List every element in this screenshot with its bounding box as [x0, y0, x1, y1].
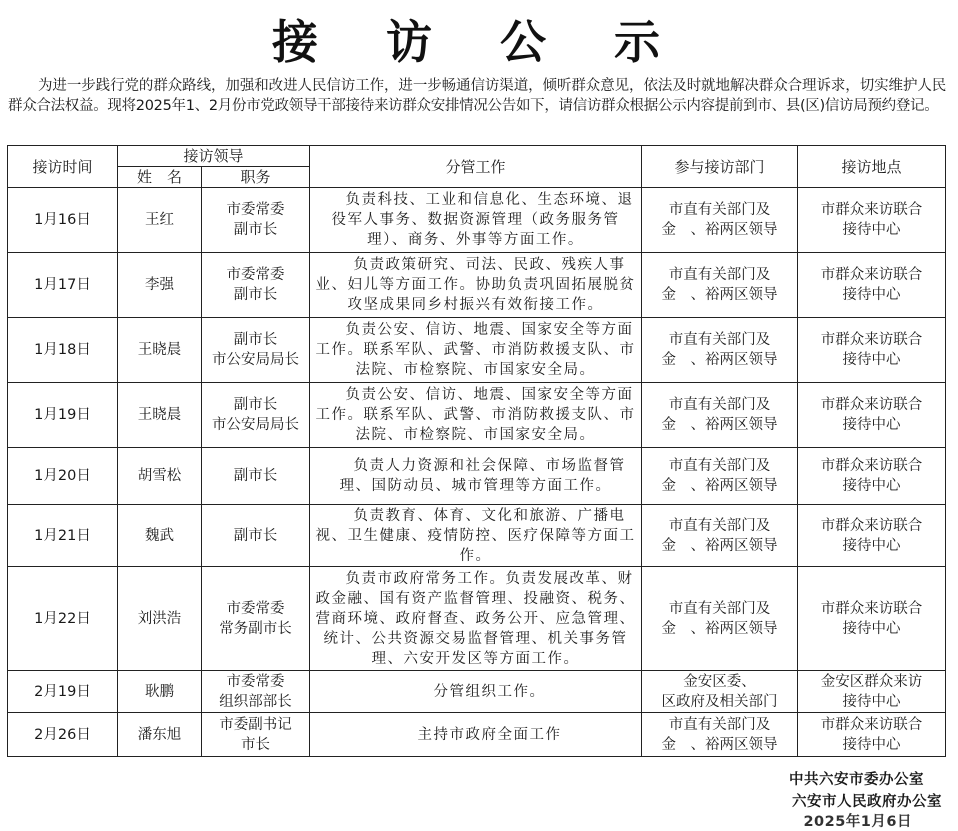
date-cell: 1月18日 — [8, 318, 118, 383]
signature-date: 2025年1月6日 — [803, 814, 912, 830]
depts-cell: 市直有关部门及 金 、裕两区领导 — [642, 567, 798, 671]
post-cell: 副市长 市公安局局长 — [202, 383, 310, 448]
name-cell: 潘东旭 — [118, 713, 202, 757]
post-cell: 市委常委 副市长 — [202, 188, 310, 253]
signature-party-office: 中共六安市委办公室 — [789, 772, 924, 788]
place-cell: 市群众来访联合 接待中心 — [798, 448, 946, 505]
schedule-rows — [8, 188, 946, 757]
name-cell: 耿鹏 — [118, 671, 202, 713]
place-cell: 市群众来访联合 接待中心 — [798, 318, 946, 383]
name-cell: 胡雪松 — [118, 448, 202, 505]
duties-cell: 负责公安、信访、地震、国家安全等方面工作。联系军队、武警、市消防救援支队、市法院、市检察院、市国家安全局。 — [310, 383, 642, 448]
place-cell: 市群众来访联合 接待中心 — [798, 253, 946, 318]
table-row — [8, 253, 946, 318]
date-cell: 1月19日 — [8, 383, 118, 448]
post-cell: 副市长 — [202, 448, 310, 505]
depts-cell: 市直有关部门及 金 、裕两区领导 — [642, 448, 798, 505]
name-cell: 王晓晨 — [118, 318, 202, 383]
name-cell: 李强 — [118, 253, 202, 318]
name-cell: 魏武 — [118, 505, 202, 567]
header-time: 接访时间 — [8, 146, 118, 188]
depts-cell: 市直有关部门及 金 、裕两区领导 — [642, 713, 798, 757]
header-leader: 接访领导 — [118, 146, 310, 167]
post-cell: 市委常委 组织部部长 — [202, 671, 310, 713]
table-row — [8, 671, 946, 713]
duties-cell: 负责市政府常务工作。负责发展改革、财政金融、国有资产监督管理、投融资、税务、营商环境、政府督查、政务公开、应急管理、统计、公共资源交易监督管理、机关事务管理、六安开发区等方面工作。 — [310, 567, 642, 671]
post-cell: 副市长 市公安局局长 — [202, 318, 310, 383]
depts-cell: 金安区委、 区政府及相关部门 — [642, 671, 798, 713]
signature-government-office: 六安市人民政府办公室 — [792, 794, 942, 810]
depts-cell: 市直有关部门及 金 、裕两区领导 — [642, 188, 798, 253]
date-cell: 1月16日 — [8, 188, 118, 253]
depts-cell: 市直有关部门及 金 、裕两区领导 — [642, 383, 798, 448]
duties-cell: 负责政策研究、司法、民政、残疾人事业、妇儿等方面工作。协助负责巩固拓展脱贫攻坚成果同乡村振兴有效衔接工作。 — [310, 253, 642, 318]
name-cell: 王晓晨 — [118, 383, 202, 448]
post-cell: 市委常委 副市长 — [202, 253, 310, 318]
header-depts: 参与接访部门 — [642, 146, 798, 188]
depts-cell: 市直有关部门及 金 、裕两区领导 — [642, 505, 798, 567]
table-row — [8, 505, 946, 567]
date-cell: 2月19日 — [8, 671, 118, 713]
depts-cell: 市直有关部门及 金 、裕两区领导 — [642, 253, 798, 318]
date-cell: 1月21日 — [8, 505, 118, 567]
place-cell: 金安区群众来访 接待中心 — [798, 671, 946, 713]
header-place: 接访地点 — [798, 146, 946, 188]
duties-cell: 负责公安、信访、地震、国家安全等方面工作。联系军队、武警、市消防救援支队、市法院、市检察院、市国家安全局。 — [310, 318, 642, 383]
table-row — [8, 383, 946, 448]
intro-paragraph: 为进一步践行党的群众路线，加强和改进人民信访工作，进一步畅通信访渠道，倾听群众意见，依法及时就地解决群众合理诉求，切实维护人民群众合法权益。现将2025年1、2月份市党政领导干部接待来访群众安排情况公告如下，请信访群众根据公示内容提前到市、县(区)信访局预约登记。 — [8, 78, 946, 114]
table-row — [8, 448, 946, 505]
header-name: 姓 名 — [118, 167, 202, 188]
table-row — [8, 567, 946, 671]
duties-cell: 分管组织工作。 — [310, 671, 642, 713]
header-post: 职务 — [202, 167, 310, 188]
place-cell: 市群众来访联合 接待中心 — [798, 567, 946, 671]
post-cell: 副市长 — [202, 505, 310, 567]
schedule-table — [7, 145, 946, 757]
depts-cell: 市直有关部门及 金 、裕两区领导 — [642, 318, 798, 383]
duties-cell: 主持市政府全面工作 — [310, 713, 642, 757]
duties-cell: 负责科技、工业和信息化、生态环境、退役军人事务、数据资源管理（政务服务管理）、商务、外事等方面工作。 — [310, 188, 642, 253]
page-title: 接 访 公 示 — [271, 15, 687, 69]
name-cell: 刘洪浩 — [118, 567, 202, 671]
date-cell: 2月26日 — [8, 713, 118, 757]
header-duties: 分管工作 — [310, 146, 642, 188]
duties-cell: 负责人力资源和社会保障、市场监督管理、国防动员、城市管理等方面工作。 — [310, 448, 642, 505]
place-cell: 市群众来访联合 接待中心 — [798, 713, 946, 757]
place-cell: 市群众来访联合 接待中心 — [798, 188, 946, 253]
name-cell: 王红 — [118, 188, 202, 253]
post-cell: 市委副书记 市长 — [202, 713, 310, 757]
table-row — [8, 188, 946, 253]
place-cell: 市群众来访联合 接待中心 — [798, 383, 946, 448]
table-row — [8, 318, 946, 383]
post-cell: 市委常委 常务副市长 — [202, 567, 310, 671]
place-cell: 市群众来访联合 接待中心 — [798, 505, 946, 567]
table-row — [8, 713, 946, 757]
duties-cell: 负责教育、体育、文化和旅游、广播电视、卫生健康、疫情防控、医疗保障等方面工作。 — [310, 505, 642, 567]
date-cell: 1月17日 — [8, 253, 118, 318]
date-cell: 1月22日 — [8, 567, 118, 671]
date-cell: 1月20日 — [8, 448, 118, 505]
